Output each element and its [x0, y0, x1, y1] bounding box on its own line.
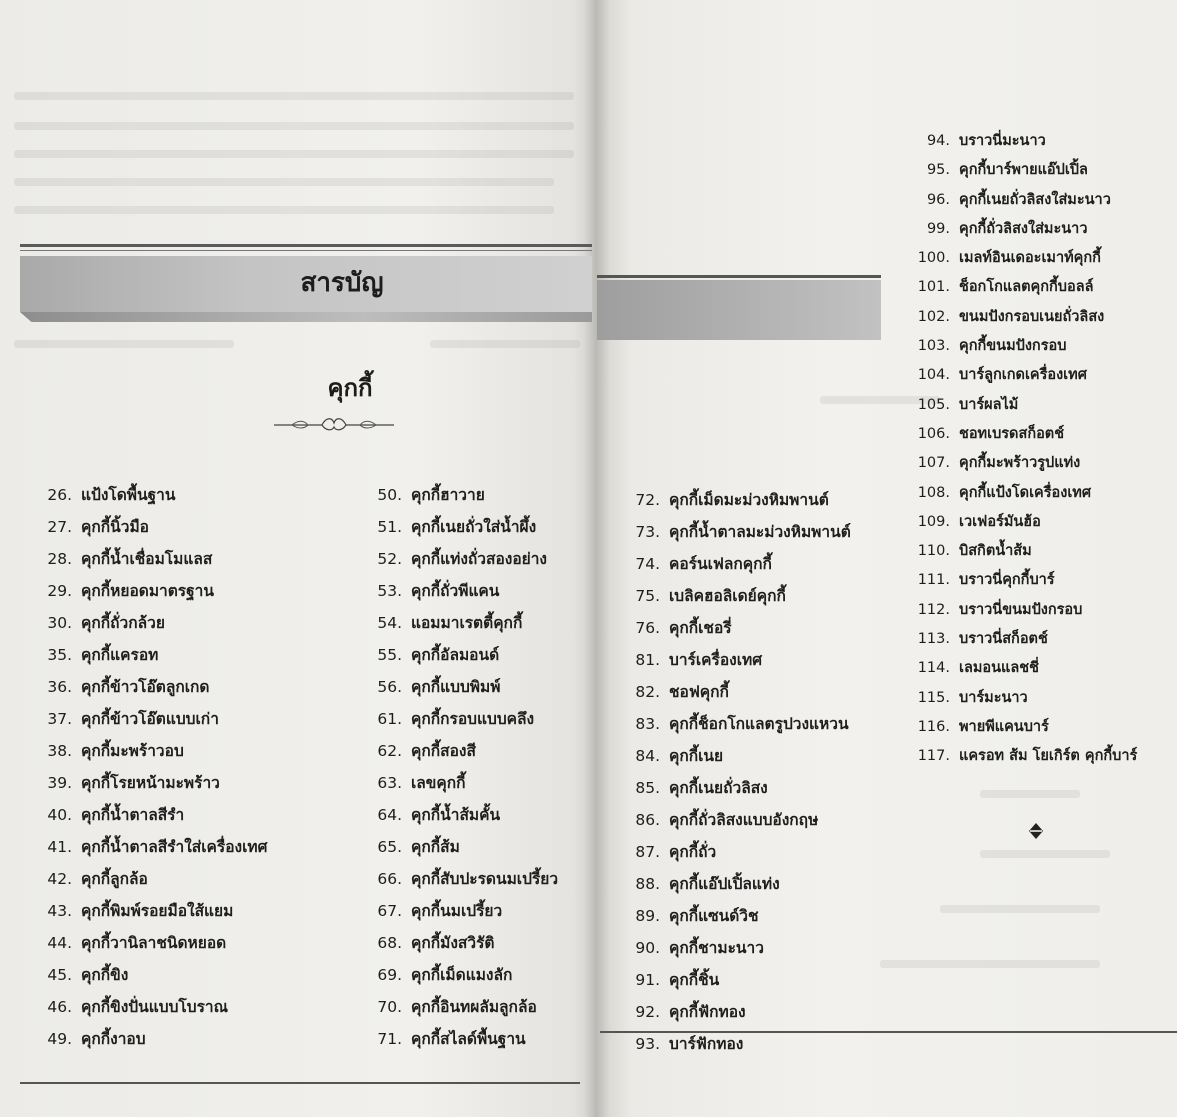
- toc-entry-number: 91.: [635, 971, 660, 989]
- toc-entry-title: แครอท ส้ม โยเกิร์ต คุกกี้บาร์: [959, 748, 1138, 765]
- toc-entry-title: คุกกี้อินทผลัมลูกล้อ: [411, 998, 537, 1016]
- toc-entry: [630, 967, 851, 999]
- toc-entry: [38, 770, 267, 802]
- toc-entry: [630, 743, 851, 775]
- title-rule-thin: [20, 250, 592, 251]
- toc-entry: [630, 487, 851, 519]
- toc-entry-number: 61.: [377, 710, 402, 728]
- toc-entry-number: 50.: [377, 486, 402, 504]
- right-title-band: [597, 280, 881, 340]
- toc-entry-number: 74.: [635, 555, 660, 573]
- toc-entry-number: 29.: [47, 582, 72, 600]
- toc-entry: [630, 999, 851, 1031]
- toc-entry-title: คุกกี้ถั่ว: [669, 843, 717, 861]
- toc-entry-title: ชอฟคุกกี้: [669, 683, 729, 701]
- toc-column-1: [38, 482, 267, 1058]
- toc-entry-title: บราวนี่คุกกี้บาร์: [959, 572, 1055, 589]
- toc-entry-title: คุกกี้นิ้วมือ: [81, 518, 149, 536]
- toc-entry: [368, 642, 558, 674]
- toc-entry-title: คุกกี้เชอรี่: [669, 619, 732, 637]
- toc-entry-number: 35.: [47, 646, 72, 664]
- toc-entry: [910, 158, 1137, 187]
- toc-entry: [38, 674, 267, 706]
- toc-entry-title: คุกกี้เนยถั่วใส่น้ำผึ้ง: [411, 518, 537, 536]
- toc-entry-title: เวเฟอร์มันฮ้อ: [959, 513, 1041, 530]
- toc-entry-title: บาร์ผลไม้: [959, 396, 1019, 413]
- toc-entry-title: เลขคุกกี้: [411, 774, 466, 792]
- toc-entry-number: 62.: [377, 742, 402, 760]
- toc-entry-number: 76.: [635, 619, 660, 637]
- toc-entry-number: 108.: [917, 484, 950, 501]
- toc-entry-number: 27.: [47, 518, 72, 536]
- toc-entry-title: เมลท์อินเดอะเมาท์คุกกี้: [959, 250, 1101, 267]
- toc-entry: [368, 546, 558, 578]
- toc-entry: [630, 839, 851, 871]
- toc-entry: [630, 903, 851, 935]
- toc-entry-number: 99.: [926, 220, 950, 237]
- toc-entry-title: ช็อกโกแลตคุกกี้บอลล์: [959, 279, 1094, 296]
- toc-entry-title: คุกกี้บาร์พายแอ๊ปเปิ้ล: [959, 162, 1088, 179]
- toc-entry-title: คุกกี้พิมพ์รอยมือใส้แยม: [81, 902, 234, 920]
- toc-entry-title: คุกกี้ฟักทอง: [669, 1003, 746, 1021]
- toc-entry-number: 37.: [47, 710, 72, 728]
- toc-entry: [368, 994, 558, 1026]
- toc-entry-number: 82.: [635, 683, 660, 701]
- toc-entry-number: 45.: [47, 966, 72, 984]
- toc-entry-title: คุกกี้มะพร้าวรูปแท่ง: [959, 455, 1081, 472]
- toc-entry-number: 38.: [47, 742, 72, 760]
- toc-entry: [38, 642, 267, 674]
- toc-entry-title: คอร์นเฟลกคุกกี้: [669, 555, 772, 573]
- toc-entry-title: คุกกี้แอ๊ปเปิ้ลแท่ง: [669, 875, 780, 893]
- toc-entry-number: 112.: [917, 601, 950, 618]
- toc-entry-title: คุกกี้เม็ดแมงลัก: [411, 966, 513, 984]
- toc-entry-title: คุกกี้แซนด์วิช: [669, 907, 759, 925]
- bottom-rule-left: [20, 1082, 580, 1084]
- toc-entry-title: คุกกี้อัลมอนด์: [411, 646, 500, 664]
- toc-entry-title: คุกกี้เนย: [669, 747, 724, 765]
- toc-entry: [910, 656, 1137, 685]
- toc-entry-title: คุกกี้ขนมปังกรอบ: [959, 338, 1067, 355]
- toc-entry-title: คุกกี้ส้ม: [411, 838, 460, 856]
- toc-entry: [368, 738, 558, 770]
- toc-entry-number: 117.: [917, 748, 950, 765]
- toc-entry-title: เบลิคฮอลิเดย์คุกกี้: [669, 587, 786, 605]
- toc-entry: [38, 1026, 267, 1058]
- toc-entry-number: 111.: [917, 572, 950, 589]
- toc-entry: [630, 711, 851, 743]
- toc-entry-title: คุกกี้วานิลาชนิดหยอด: [81, 934, 227, 952]
- toc-entry-title: คุกกี้ถั่วลิสงใส่มะนาว: [959, 220, 1088, 237]
- toc-entry: [910, 568, 1137, 597]
- toc-entry-number: 104.: [917, 367, 950, 384]
- toc-entry: [368, 610, 558, 642]
- toc-entry-title: คุกกี้เม็ดมะม่วงหิมพานต์: [669, 491, 829, 509]
- toc-entry-number: 96.: [926, 191, 950, 208]
- toc-entry-title: บาร์เครื่องเทศ: [669, 651, 763, 669]
- toc-entry-title: คุกกี้กรอบแบบคลึง: [411, 710, 535, 728]
- toc-entry-number: 92.: [635, 1003, 660, 1021]
- toc-entry: [368, 706, 558, 738]
- toc-entry: [38, 578, 267, 610]
- toc-entry: [38, 706, 267, 738]
- toc-entry: [38, 546, 267, 578]
- toc-entry-title: คุกกี้น้ำตาลสีรำใส่เครื่องเทศ: [81, 838, 268, 856]
- toc-entry-number: 41.: [47, 838, 72, 856]
- toc-entry-number: 44.: [47, 934, 72, 952]
- toc-entry-number: 84.: [635, 747, 660, 765]
- toc-entry: [910, 246, 1137, 275]
- toc-entry-number: 54.: [377, 614, 402, 632]
- toc-entry-number: 67.: [377, 902, 402, 920]
- toc-entry-number: 95.: [926, 162, 950, 179]
- toc-entry: [630, 1031, 851, 1063]
- toc-entry-number: 116.: [917, 718, 950, 735]
- toc-entry: [910, 275, 1137, 304]
- toc-entry: [630, 679, 851, 711]
- toc-entry-number: 105.: [917, 396, 950, 413]
- toc-entry: [368, 578, 558, 610]
- toc-entry-number: 53.: [377, 582, 402, 600]
- toc-entry-number: 30.: [47, 614, 72, 632]
- toc-entry-number: 90.: [635, 939, 660, 957]
- toc-entry-title: คุกกี้ข้าวโอ๊ตแบบเก่า: [81, 710, 219, 728]
- toc-entry: [368, 1026, 558, 1058]
- toc-entry-title: บราวนี่ขนมปังกรอบ: [959, 601, 1083, 618]
- toc-entry-title: บิสกิตน้ำส้ม: [959, 543, 1032, 560]
- toc-entry: [368, 898, 558, 930]
- toc-entry: [38, 738, 267, 770]
- toc-entry: [910, 217, 1137, 246]
- toc-entry: [910, 686, 1137, 715]
- toc-entry-title: คุกกี้น้ำเชื่อมโมแลส: [81, 550, 213, 568]
- toc-column-3: [630, 487, 851, 1063]
- scroll-flourish-icon: [272, 414, 396, 434]
- toc-entry: [368, 962, 558, 994]
- toc-entry-number: 55.: [377, 646, 402, 664]
- toc-entry-number: 70.: [377, 998, 402, 1016]
- toc-entry-number: 115.: [917, 689, 950, 706]
- title-rule: [20, 244, 592, 247]
- toc-entry-number: 114.: [917, 660, 950, 677]
- toc-entry-title: บราวนี่สก็อตช์: [959, 631, 1048, 648]
- toc-entry-title: บราวนี่มะนาว: [959, 133, 1046, 149]
- toc-entry-title: ขนมปังกรอบเนยถั่วลิสง: [959, 308, 1105, 325]
- toc-entry: [910, 539, 1137, 568]
- book-gutter-shadow: [584, 0, 610, 1117]
- toc-entry: [38, 482, 267, 514]
- toc-entry-number: 28.: [47, 550, 72, 568]
- toc-entry-number: 71.: [377, 1030, 402, 1048]
- toc-entry-number: 42.: [47, 870, 72, 888]
- toc-entry: [910, 188, 1137, 217]
- toc-entry-title: คุกกี้มะพร้าวอบ: [81, 742, 184, 760]
- toc-column-4: [910, 129, 1137, 774]
- toc-entry-title: คุกกี้แครอท: [81, 646, 159, 664]
- toc-entry-title: คุกกี้ชิ้น: [669, 971, 720, 989]
- toc-entry-number: 94.: [926, 133, 950, 149]
- toc-entry-number: 113.: [917, 631, 950, 648]
- toc-entry-title: ชอทเบรดสก็อตช์: [959, 425, 1065, 442]
- toc-entry: [38, 866, 267, 898]
- toc-entry: [910, 744, 1137, 773]
- toc-column-2: [368, 482, 558, 1058]
- toc-entry-number: 106.: [917, 425, 950, 442]
- toc-entry-number: 101.: [917, 279, 950, 296]
- toc-entry-title: บาร์ฟักทอง: [669, 1035, 744, 1053]
- toc-entry: [910, 451, 1137, 480]
- toc-entry-title: บาร์มะนาว: [959, 689, 1028, 706]
- toc-entry-title: คุกกี้แป้งโดเครื่องเทศ: [959, 484, 1092, 501]
- toc-entry-title: บาร์ลูกเกดเครื่องเทศ: [959, 367, 1087, 384]
- toc-entry-title: คุกกี้สไลด์พื้นฐาน: [411, 1030, 526, 1048]
- toc-entry: [38, 610, 267, 642]
- toc-entry-title: คุกกี้มังสวิรัติ: [411, 934, 495, 952]
- toc-entry: [630, 871, 851, 903]
- toc-entry-number: 46.: [47, 998, 72, 1016]
- toc-entry-number: 65.: [377, 838, 402, 856]
- toc-entry: [910, 305, 1137, 334]
- toc-entry-title: คุกกี้แบบพิมพ์: [411, 678, 501, 696]
- toc-entry-title: คุกกี้หยอดมาตรฐาน: [81, 582, 214, 600]
- toc-entry-title: คุกกี้สับปะรดนมเปรี้ยว: [411, 870, 559, 888]
- toc-entry-title: คุกกี้น้ำส้มคั้น: [411, 806, 501, 824]
- toc-entry-title: คุกกี้สองสี: [411, 742, 476, 760]
- toc-entry-number: 64.: [377, 806, 402, 824]
- toc-entry-number: 36.: [47, 678, 72, 696]
- bottom-rule-right: [600, 1031, 1177, 1033]
- toc-entry-number: 69.: [377, 966, 402, 984]
- toc-entry-title: คุกกี้ข้าวโอ๊ตลูกเกด: [81, 678, 210, 696]
- toc-entry: [910, 422, 1137, 451]
- toc-entry-number: 63.: [377, 774, 402, 792]
- toc-entry: [630, 775, 851, 807]
- toc-entry: [910, 363, 1137, 392]
- toc-entry: [38, 834, 267, 866]
- toc-entry: [910, 510, 1137, 539]
- toc-entry-title: คุกกี้ถั่วกล้วย: [81, 614, 165, 632]
- toc-entry-title: แป้งโดพื้นฐาน: [81, 486, 176, 504]
- toc-entry-number: 40.: [47, 806, 72, 824]
- right-title-rule: [597, 275, 881, 278]
- page-title: สารบัญ: [300, 268, 384, 298]
- toc-entry-number: 85.: [635, 779, 660, 797]
- toc-entry-number: 100.: [917, 250, 950, 267]
- toc-entry-number: 81.: [635, 651, 660, 669]
- toc-entry-title: คุกกี้ช็อกโกแลตรูปวงแหวน: [669, 715, 849, 733]
- toc-entry: [630, 615, 851, 647]
- toc-entry-number: 56.: [377, 678, 402, 696]
- toc-entry: [630, 807, 851, 839]
- toc-entry: [38, 962, 267, 994]
- toc-entry-number: 39.: [47, 774, 72, 792]
- toc-entry-title: แอมมาเรตตี้คุกกี้: [411, 614, 523, 632]
- toc-entry: [38, 898, 267, 930]
- toc-entry-number: 75.: [635, 587, 660, 605]
- toc-entry-number: 49.: [47, 1030, 72, 1048]
- toc-entry-number: 83.: [635, 715, 660, 733]
- toc-entry: [630, 583, 851, 615]
- toc-entry: [630, 551, 851, 583]
- section-heading: คุกกี้: [327, 374, 373, 402]
- toc-entry-title: คุกกี้แท่งถั่วสองอย่าง: [411, 550, 548, 568]
- toc-entry-number: 109.: [917, 513, 950, 530]
- toc-entry-number: 52.: [377, 550, 402, 568]
- toc-entry: [38, 994, 267, 1026]
- toc-entry-number: 86.: [635, 811, 660, 829]
- toc-entry-number: 51.: [377, 518, 402, 536]
- toc-entry-title: พายพีแคนบาร์: [959, 718, 1049, 735]
- toc-entry-title: คุกกี้ลูกล้อ: [81, 870, 148, 888]
- toc-entry: [910, 627, 1137, 656]
- toc-entry: [368, 866, 558, 898]
- toc-entry-number: 43.: [47, 902, 72, 920]
- toc-entry: [38, 802, 267, 834]
- toc-entry: [368, 834, 558, 866]
- toc-entry-number: 88.: [635, 875, 660, 893]
- toc-entry-title: คุกกี้น้ำตาลมะม่วงหิมพานต์: [669, 523, 851, 541]
- toc-entry-title: คุกกี้ฮาวาย: [411, 486, 485, 504]
- toc-entry-title: คุกกี้น้ำตาลสีรำ: [81, 806, 185, 824]
- diamond-ornament-icon: [1027, 822, 1045, 840]
- toc-entry-number: 107.: [917, 455, 950, 472]
- toc-entry: [630, 935, 851, 967]
- toc-entry-title: คุกกี้ถั่วลิสงแบบอังกฤษ: [669, 811, 819, 829]
- toc-entry-title: คุกกี้ขิงปั่นแบบโบราณ: [81, 998, 228, 1016]
- toc-entry-title: เลมอนแลชชี่: [959, 660, 1039, 677]
- toc-entry: [630, 519, 851, 551]
- toc-entry: [910, 481, 1137, 510]
- toc-entry-number: 66.: [377, 870, 402, 888]
- toc-entry: [910, 715, 1137, 744]
- toc-entry-title: คุกกี้โรยหน้ามะพร้าว: [81, 774, 220, 792]
- toc-entry: [910, 598, 1137, 627]
- toc-entry-title: คุกกี้ชามะนาว: [669, 939, 764, 957]
- toc-entry-title: คุกกี้ถั่วพีแคน: [411, 582, 500, 600]
- toc-entry-number: 110.: [917, 543, 950, 560]
- toc-entry: [910, 129, 1137, 158]
- toc-entry-number: 102.: [917, 308, 950, 325]
- toc-entry-title: คุกกี้นมเปรี้ยว: [411, 902, 503, 920]
- toc-entry-title: คุกกี้เนยถั่วลิสงใส่มะนาว: [959, 191, 1111, 208]
- toc-entry-number: 103.: [917, 338, 950, 355]
- toc-entry: [630, 647, 851, 679]
- toc-entry-number: 73.: [635, 523, 660, 541]
- toc-entry-title: คุกกี้งาอบ: [81, 1030, 146, 1048]
- toc-entry-number: 26.: [47, 486, 72, 504]
- toc-entry: [368, 482, 558, 514]
- toc-entry: [368, 770, 558, 802]
- toc-entry-number: 93.: [635, 1035, 660, 1053]
- toc-entry: [38, 930, 267, 962]
- title-band-shadow: [20, 312, 592, 322]
- toc-entry-number: 72.: [635, 491, 660, 509]
- toc-entry-title: คุกกี้เนยถั่วลิสง: [669, 779, 768, 797]
- toc-entry: [910, 393, 1137, 422]
- toc-entry: [38, 514, 267, 546]
- toc-entry: [368, 514, 558, 546]
- toc-entry-number: 68.: [377, 934, 402, 952]
- toc-entry-title: คุกกี้ขิง: [81, 966, 129, 984]
- toc-entry-number: 87.: [635, 843, 660, 861]
- toc-entry: [368, 930, 558, 962]
- toc-entry: [910, 334, 1137, 363]
- toc-entry: [368, 674, 558, 706]
- toc-entry: [368, 802, 558, 834]
- toc-entry-number: 89.: [635, 907, 660, 925]
